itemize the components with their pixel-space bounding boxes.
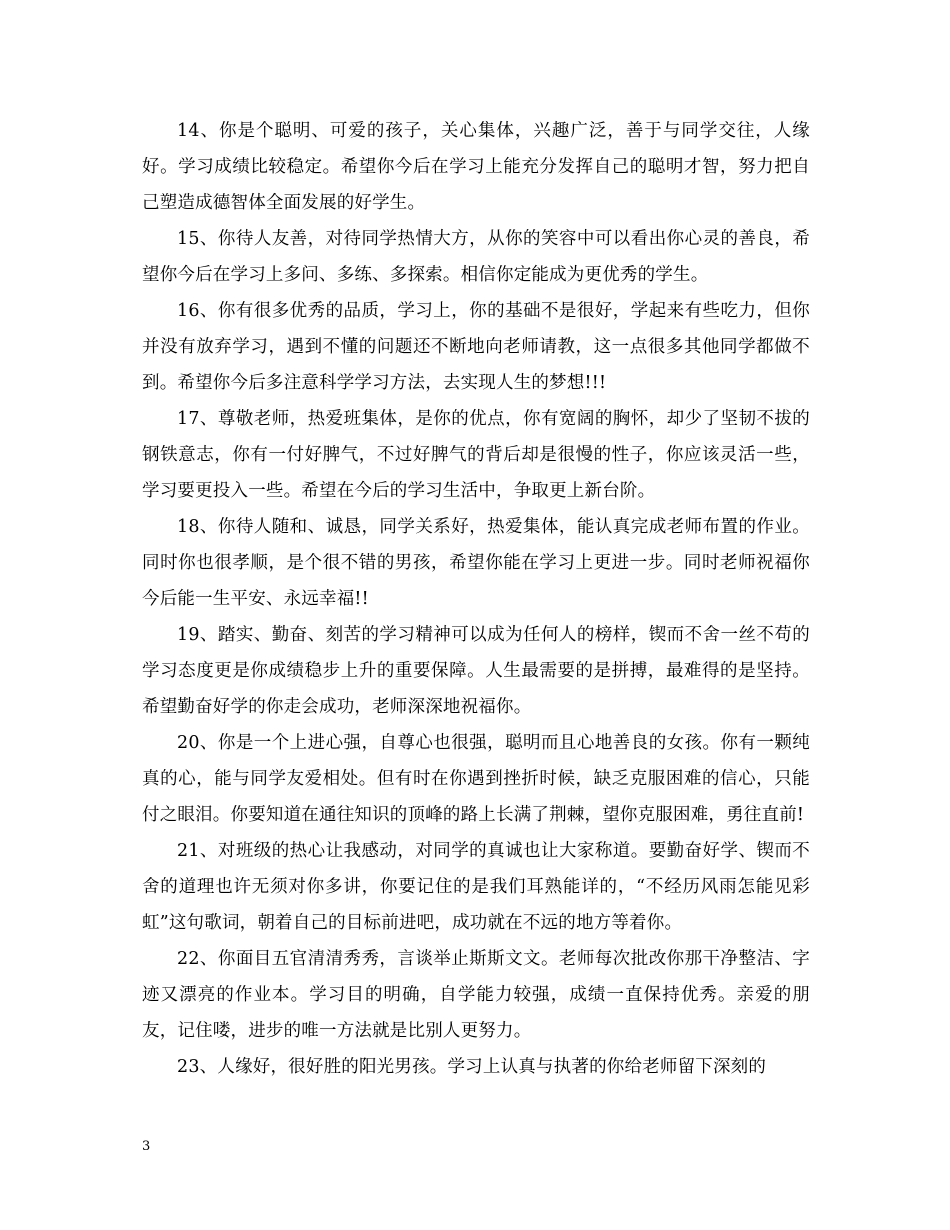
- comment-paragraph-21: 21、对班级的热心让我感动，对同学的真诚也让大家称道。要勤奋好学、锲而不舍的道理也许无须对你多讲，你要记住的是我们耳熟能详的，“不经历风雨怎能见彩虹”这句歌词，朝着自己的目标前进吧，成功就在不远的地方等着你。: [142, 841, 810, 933]
- comment-paragraph-19: 19、踏实、勤奋、刻苦的学习精神可以成为任何人的榜样，锲而不舍一丝不苟的学习态度更是你成绩稳步上升的重要保障。人生最需要的是拼搏，最难得的是坚持。希望勤奋好学的你走会成功，老师深深地祝福你。: [142, 625, 810, 717]
- comment-paragraph-23: 23、人缘好，很好胜的阳光男孩。学习上认真与执著的你给老师留下深刻的: [177, 1057, 767, 1077]
- comment-paragraph-16: 16、你有很多优秀的品质，学习上，你的基础不是很好，学起来有些吃力，但你并没有放弃学习，遇到不懂的问题还不断地向老师请教，这一点很多其他同学都做不到。希望你今后多注意科学学习方法，去实现人生的梦想!!!: [142, 301, 810, 393]
- comment-paragraph-15: 15、你待人友善，对待同学热情大方，从你的笑容中可以看出你心灵的善良，希望你今后在学习上多问、多练、多探索。相信你定能成为更优秀的学生。: [142, 229, 810, 285]
- comment-paragraph-14: 14、你是个聪明、可爱的孩子，关心集体，兴趣广泛，善于与同学交往，人缘好。学习成绩比较稳定。希望你今后在学习上能充分发挥自己的聪明才智，努力把自己塑造成德智体全面发展的好学生。: [142, 121, 810, 213]
- comment-paragraph-20: 20、你是一个上进心强，自尊心也很强，聪明而且心地善良的女孩。你有一颗纯真的心，能与同学友爱相处。但有时在你遇到挫折时候，缺乏克服困难的信心，只能付之眼泪。你要知道在通往知识的顶峰的路上长满了荆棘，望你克服困难，勇往直前!: [142, 733, 810, 825]
- comment-paragraph-17: 17、尊敬老师，热爱班集体，是你的优点，你有宽阔的胸怀，却少了坚韧不拔的钢铁意志，你有一付好脾气，不过好脾气的背后却是很慢的性子，你应该灵活一些，学习要更投入一些。希望在今后的学习生活中，争取更上新台阶。: [142, 409, 810, 501]
- comment-paragraph-22: 22、你面目五官清清秀秀，言谈举止斯斯文文。老师每次批改你那干净整洁、字迹又漂亮的作业本。学习目的明确，自学能力较强，成绩一直保持优秀。亲爱的朋友，记住喽，进步的唯一方法就是比别人更努力。: [142, 949, 810, 1041]
- page-number: 3: [142, 1139, 151, 1154]
- document-body: [142, 113, 810, 1085]
- comment-paragraph-18: 18、你待人随和、诚恳，同学关系好，热爱集体，能认真完成老师布置的作业。同时你也很孝顺，是个很不错的男孩，希望你能在学习上更进一步。同时老师祝福你今后能一生平安、永远幸福!!: [142, 517, 810, 609]
